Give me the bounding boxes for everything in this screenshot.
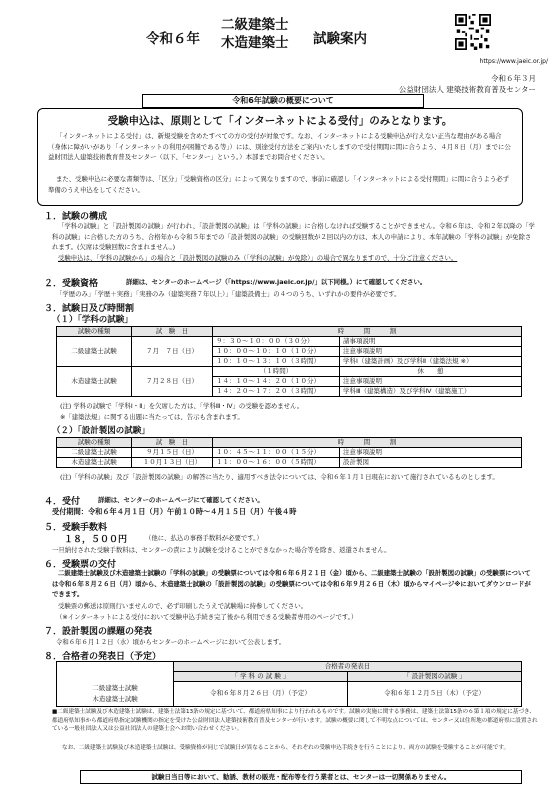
section-1-title: １．試験の構成 [44, 212, 108, 222]
site-url: https://www.jaeic.or.jp/ [479, 58, 548, 65]
time-cell: １０：４５～１１：００（１５分） [213, 448, 340, 458]
content-cell: 注意事項説明 [340, 448, 522, 458]
section-3-note-1: (注) 学科の試験で「学科Ⅰ・Ⅱ」を欠席した方は、「学科Ⅲ・Ⅳ」の受験を認めません。 [60, 402, 304, 410]
section-4-title: ４．受付 [44, 497, 81, 507]
section-6-title: ６．受験票の交付 [44, 560, 117, 570]
table-header: 試験の種類 [57, 327, 132, 337]
drawing-exam-table [56, 437, 522, 468]
content-cell: 注意事項説明 [340, 377, 522, 387]
exam-type-cell: 木造建築士試験 [57, 458, 132, 468]
section-6-text: 二級建築士試験及び木造建築士試験の「学科の試験」の受験票については令和６年６月２１日（金）頃から、二級建築士試験の「設計製図の試験」の受験票については令和６年８月２６日（月）頃から、木造建築士試験の「設計製図の試験」の受験票については令和６年９月２６日（木）頃からマイページ※においてダウンロードができます。 [52, 569, 531, 598]
exam-date-cell: １０月１３日（日） [132, 458, 213, 468]
section-3-note-2: ※「建築法規」に関する出題に当たっては、告示も含まれます。 [60, 413, 244, 421]
table-header: 「 学 科 の 試 験 」 [174, 672, 348, 682]
results-date-cell: 令和６年１２月５日（木）（予定） [348, 682, 522, 707]
section-2-requirements: 「学歴のみ」「学歴＋実務」「実務のみ（建築実務７年以上）」「建築設備士」の４つのうち、いずれかの要件が必要です。 [56, 290, 401, 298]
content-cell: 学科Ⅲ（建築構造）及び学科Ⅳ（建築施工） [340, 387, 522, 397]
time-cell: １１：００～１６：００（５時間） [213, 458, 340, 468]
section-5-text: 一旦納付された受験手数料は、センターの責により試験を受けることができなかった場合等を除き、返還されません。 [52, 546, 391, 554]
table-header: 試 験 日 [132, 327, 213, 337]
time-cell: １０：００～１０：１０（１０分） [213, 347, 340, 357]
header-era: 令和６年 [146, 31, 200, 47]
overview-banner: 令和6年試験の概要について [142, 94, 424, 108]
exam-date-cell: ７月 ７日（日） [132, 337, 213, 367]
table-header: 「 設計製図の試験 」 [348, 672, 522, 682]
table-header: 時 間 割 [213, 327, 522, 337]
section-8-title: ８．合格者の発表日（予定） [44, 652, 162, 662]
section-2-title: ２．受験資格 [44, 279, 99, 289]
academic-exam-table [56, 326, 522, 397]
application-period: 受付期間：令和６年４月１日（月）午前１０時～４月１５日（月）午後４時 [52, 507, 297, 516]
exam-type-label: 二級建築士試験 [92, 683, 138, 692]
section-7-title: ７．設計製図の課題の発表 [44, 627, 153, 637]
exam-type-label: 木造建築士試験 [92, 694, 138, 703]
results-table [56, 661, 522, 707]
exam-date-cell: ９月１５日（日） [132, 448, 213, 458]
exam-fee-note: （他に、払込の事務手数料が必要です。） [145, 534, 263, 542]
content-cell: 注意事項説明 [340, 347, 522, 357]
notice-heading: 受験申込は、原則として「インターネットによる受付」のみとなります。 [107, 115, 453, 127]
time-cell: ９：３０～１０：００（３０分） [213, 337, 340, 347]
time-cell: １４：１０～１４：２０（１０分） [213, 377, 340, 387]
section-4-note: 詳細は、センターのホームページにて確認してください。 [98, 496, 264, 504]
header-type-nikyu: 二級建築士 [221, 17, 289, 33]
notice-paragraph-1: 「インターネットによる受付」は、新規受験を含めたすべての方の受付が対象です。なお、インターネットによる受験申込が行えない正当な理由がある場合（身体に障がいがあり「インターネットの利用が困難である等」）には、別途受付方法をご案内いたしますので受付期間に間に合うよう、４月８日（月）までに公益財団法人建築技術教育普及センター（以下、「センター」という。）本部までお問合せください。 [48, 132, 511, 161]
section-7-text: 令和６年６月１２日（水）頃からセンターのホームページにおいて公表します。 [56, 638, 286, 646]
section-2-note: 詳細は、センターのホームページ（「https://www.jaeic.or.jp/」以下同様。）にて確認してください。 [126, 278, 427, 286]
footer-note-2: なお、二級建築士試験及び木造建築士試験は、受験資格が同じで試験日が異なることから、それぞれの受験申込手続きを行うことにより、両方の試験を受験することが可能です。 [62, 745, 510, 751]
section-3-sub-1: （１）「学科の試験」 [52, 315, 133, 325]
section-1-note: 受験申込は、「学科の試験から」の場合と「設計製図の試験のみ（「学科の試験」が免除）」の場合で異なりますので、十分ご注意ください。 [58, 254, 458, 262]
header-type-mokuzo: 木造建築士 [221, 35, 289, 51]
section-6-print-note: 受験票の郵送は原則行いませんので、必ず印刷したうえで試験場に持参してください。 [58, 602, 308, 610]
header-doc-title: 試験案内 [313, 31, 367, 47]
table-header: 時 間 割 [213, 438, 522, 448]
exam-type-cell: 二級建築士試験 [57, 337, 132, 367]
content-cell: 設計製図 [340, 458, 522, 468]
exam-type-cell [57, 682, 174, 707]
organization-name: 公益財団法人 建築技術教育普及センター [398, 85, 536, 94]
footer-note-1: ■二級建築士試験及び木造建築士試験は、建築士法第13条の規定に基づいて、都道府県知事により行われるものです。試験の実施に関する事務は、建築士法第15条の６第１項の規定に基づき、都道府県知事から都道府県指定試験機関の指定を受けた公益財団法人建築技術教育普及センターが行います。試験の概要に関して不明な点については、センター又は住所地の都道府県に設置されている一般社団法人又は公益社団法人の建築士会へお問い合わせください。 [52, 709, 538, 733]
section-6-mypage-note: （※インターネットによる受付において受験申込手続き完了後から利用できる受験者専用のページです。） [56, 613, 358, 621]
exam-type-cell: 木造建築士試験 [57, 367, 132, 397]
section-1-text: 「学科の試験」と「設計製図の試験」が行われ、「設計製図の試験」は「学科の試験」に合格しなければ受験することができません。令和６年は、令和２年以降の「学科の試験」に合格した方のうち、合格年から令和５年までの「設計製図の試験」の受験回数が２回以内の方は、本人の申請により、本年試験の「学科の試験」が免除されます。(欠席は受験回数に含まれません。) [52, 222, 535, 251]
content-cell: 休 憩 [340, 367, 522, 377]
issue-date: 令和６年３月 [491, 74, 536, 83]
time-cell: （１時間） [213, 367, 340, 377]
notice-paragraph-2: また、受験申込に必要な書類等は、「区分」「受験資格の区分」によって異なりますので、事前に確認し「インターネットによる受付期間」に間に合うよう必ず準備のうえ申込をしてください。 [48, 175, 510, 194]
section-5-title: ５．受験手数料 [44, 523, 108, 533]
exam-type-cell: 二級建築士試験 [57, 448, 132, 458]
results-blank-cell [57, 662, 174, 682]
section-3-title: ３．試験日及び時間割 [44, 304, 135, 314]
table-header: 試 験 日 [132, 438, 213, 448]
table-header: 試験の種類 [57, 438, 132, 448]
content-cell: 学科Ⅰ（建築計画）及び学科Ⅱ（建築法規 ※） [340, 357, 522, 367]
section-3-sub-2: （２）「設計製図の試験」 [52, 426, 150, 436]
disclaimer-box: 試験日当日等において、勧誘、教材の販売・配布等を行う業者とは、センターは一切関係ありません。 [80, 770, 522, 784]
time-cell: １０：１０～１３：１０（３時間） [213, 357, 340, 367]
results-date-cell: 令和６年８月２６日（月）（予定） [174, 682, 348, 707]
time-cell: １４：２０～１７：２０（３時間） [213, 387, 340, 397]
header-exam-types [221, 16, 289, 52]
qr-code-icon [455, 14, 491, 50]
table-header: 合格者の発表日 [174, 662, 522, 672]
exam-fee: １８，５００円 [64, 535, 128, 545]
section-3-note-3: (注)「学科の試験」及び「設計製図の試験」の解答に当たり、適用すべき法令については、令和６年１月１日現在において施行されているものとします。 [60, 473, 499, 481]
internet-notice-box [37, 108, 523, 206]
content-cell: 諸事項説明 [340, 337, 522, 347]
exam-date-cell: ７月２８日（日） [132, 367, 213, 397]
